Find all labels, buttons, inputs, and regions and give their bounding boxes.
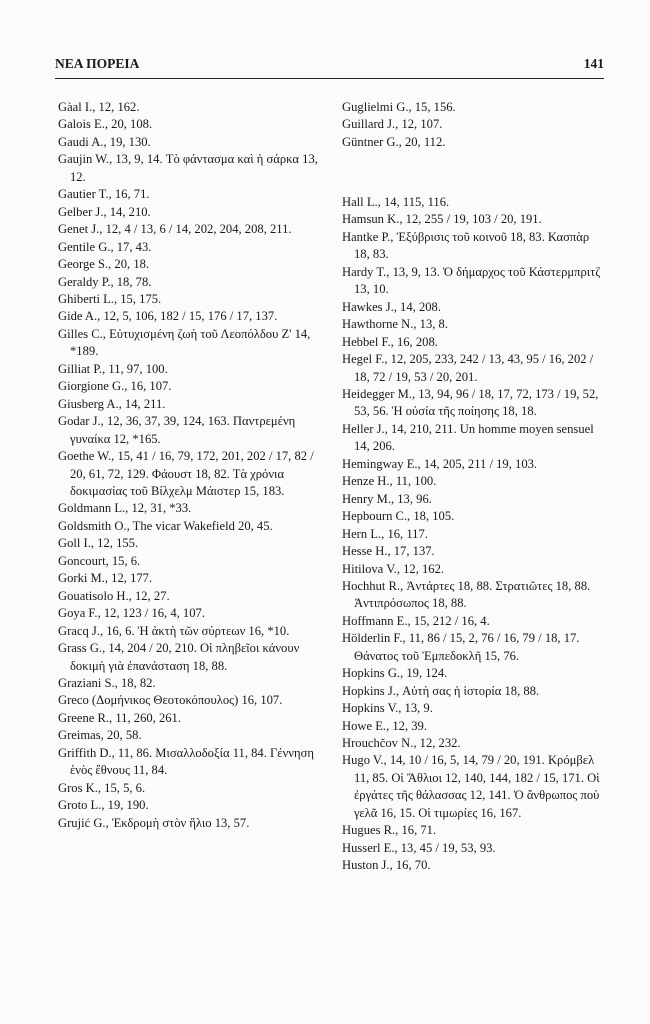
index-entry: Gautier T., 16, 71. [58, 187, 150, 202]
index-entry: Hoffmann E., 15, 212 / 16, 4. [342, 613, 490, 628]
index-entry: Hrouchčov N., 12, 232. [342, 736, 461, 751]
index-entry: Heidegger M., 13, 94, 96 / 18, 17, 72, 173 / 19, 52, 53, 56. Ἡ οὐσία τῆς ποίησης 18, 18. [342, 386, 599, 419]
index-entry: Ghiberti L., 15, 175. [58, 291, 162, 306]
index-entry: Henze H., 11, 100. [342, 474, 437, 489]
index-column-left [58, 99, 323, 832]
index-entry: Greco (Δομήνικος Θεοτοκόπουλος) 16, 107. [58, 693, 283, 708]
index-entry: Hern L., 16, 117. [342, 526, 428, 541]
index-entry: Gorki M., 12, 177. [58, 571, 153, 586]
index-entry: Hebbel F., 16, 208. [342, 334, 438, 349]
index-entry: Guglielmi G., 15, 156. [342, 100, 456, 114]
index-entry: Hugues R., 16, 71. [342, 823, 437, 838]
index-entry: Goya F., 12, 123 / 16, 4, 107. [58, 606, 205, 621]
index-entry: Hölderlin F., 11, 86 / 15, 2, 76 / 16, 79 / 18, 17. Θάνατος τοῦ Ἐμπεδοκλῆ 15, 76. [342, 631, 580, 663]
index-entry: Goldmann L., 12, 31, *33. [58, 501, 192, 516]
index-entry: Gide A., 12, 5, 106, 182 / 15, 176 / 17, 137. [58, 309, 278, 324]
index-entry: Greimas, 20, 58. [58, 728, 142, 743]
index-entry: Giorgione G., 16, 107. [58, 379, 172, 394]
index-entry: Gàal I., 12, 162. [58, 100, 140, 114]
index-entry: Hugo V., 14, 10 / 16, 5, 14, 79 / 20, 191. Κρόμβελ 11, 85. Οἱ Ἄθλιοι 12, 140, 144, 182 / 15, 171. Οἱ ἐργάτες τῆς θάλασσας 12, 141. Ὁ ἄνθρωπος ποὺ γελᾶ 16, 15. Οἱ τιμωρίες 16, 167. [342, 753, 600, 820]
page-number: 141 [583, 56, 604, 71]
index-column-right [342, 99, 604, 875]
index-entry: Hemingway E., 14, 205, 211 / 19, 103. [342, 456, 538, 471]
running-head [55, 56, 604, 72]
index-entry: Gouatisolo H., 12, 27. [58, 588, 170, 603]
index-entry: Geraldy P., 18, 78. [58, 274, 152, 289]
index-entry: Hegel F., 12, 205, 233, 242 / 13, 43, 95 / 16, 202 / 18, 72 / 19, 53 / 20, 201. [342, 352, 594, 384]
index-entry: Güntner G., 20, 112. [342, 134, 446, 149]
index-entry: Hantke P., Ἐξύβρισις τοῦ κοινοῦ 18, 83. Κασπὰρ 18, 83. [342, 229, 590, 262]
letter-group-gap [342, 164, 604, 181]
index-entry: Greene R., 11, 260, 261. [58, 710, 181, 725]
index-entry: Giusberg A., 14, 211. [58, 396, 166, 411]
index-entry: Heller J., 14, 210, 211. Un homme moyen sensuel 14, 206. [342, 421, 594, 454]
journal-title: ΝΕΑ ΠΟΡΕΙΑ [55, 56, 140, 71]
index-entry: Huston J., 16, 70. [342, 858, 431, 873]
index-entry: Hesse H., 17, 137. [342, 544, 435, 559]
index-entry: Gentile G., 17, 43. [58, 239, 152, 254]
index-entry: Genet J., 12, 4 / 13, 6 / 14, 202, 204, 208, 211. [58, 222, 292, 237]
index-entry: Gaudi A., 19, 130. [58, 134, 151, 149]
index-entry: Hochhut R., Ἀντάρτες 18, 88. Στρατιῶτες 18, 88. Ἀντιπρόσωπος 18, 88. [342, 578, 591, 611]
index-entry: Gilliat P., 11, 97, 100. [58, 361, 168, 376]
index-entry: Graziani S., 18, 82. [58, 675, 156, 690]
index-entry: Hopkins J., Αὐτὴ σας ἡ ἱστορία 18, 88. [342, 683, 540, 698]
index-entry: Goldsmith O., The vicar Wakefield 20, 45. [58, 518, 273, 533]
index-entry: Goethe W., 15, 41 / 16, 79, 172, 201, 202 / 17, 82 / 20, 61, 72, 129. Φάουστ 18, 82. Τὰ χρόνια δοκιμασίας τοῦ Βίλχελμ Μάιστερ 15, 183. [58, 449, 314, 498]
index-entry: Husserl E., 13, 45 / 19, 53, 93. [342, 840, 496, 855]
index-entry: Hardy T., 13, 9, 13. Ὁ δήμαρχος τοῦ Κάστερμπριτζ 13, 10. [342, 264, 601, 297]
index-entry: Griffith D., 11, 86. Μισαλλοδοξία 11, 84. Γέννηση ἑνὸς ἔθνους 11, 84. [58, 745, 314, 778]
index-entry: Grujić G., Ἐκδρομὴ στὸν ἥλιο 13, 57. [58, 815, 250, 830]
index-entry: Hepbourn C., 18, 105. [342, 509, 455, 524]
header-rule [55, 78, 604, 79]
index-entry: Galois E., 20, 108. [58, 117, 153, 132]
index-entry: George S., 20, 18. [58, 257, 150, 272]
index-entry: Goll I., 12, 155. [58, 536, 139, 551]
index-entry: Hamsun K., 12, 255 / 19, 103 / 20, 191. [342, 212, 542, 227]
index-entry: Hall L., 14, 115, 116. [342, 194, 450, 209]
index-entry: Hopkins G., 19, 124. [342, 666, 448, 681]
index-entry: Gros K., 15, 5, 6. [58, 780, 146, 795]
index-entry: Howe E., 12, 39. [342, 718, 427, 733]
index-entry: Groto L., 19, 190. [58, 798, 149, 813]
index-entry: Gilles C., Εὐτυχισμένη ζωὴ τοῦ Λεοπόλδου Ζ' 14, *189. [58, 326, 311, 359]
index-entry: Hawkes J., 14, 208. [342, 299, 441, 314]
index-entry: Henry M., 13, 96. [342, 491, 432, 506]
index-entry: Goncourt, 15, 6. [58, 553, 141, 568]
index-entry: Godar J., 12, 36, 37, 39, 124, 163. Παντρεμένη γυναίκα 12, *165. [58, 414, 296, 446]
index-entry: Hawthorne N., 13, 8. [342, 317, 448, 332]
index-entry: Hopkins V., 13, 9. [342, 701, 433, 716]
index-entry: Gracq J., 16, 6. Ἡ ἀκτὴ τῶν σύρτεων 16, *10. [58, 623, 290, 638]
index-entry: Hitilova V., 12, 162. [342, 561, 445, 576]
index-entry: Gelber J., 14, 210. [58, 204, 151, 219]
index-entry: Grass G., 14, 204 / 20, 210. Οἱ πληβεῖοι κάνουν δοκιμὴ γιὰ ἐπανάσταση 18, 88. [58, 641, 300, 673]
index-entry: Gaujin W., 13, 9, 14. Τὸ φάντασμα καὶ ἡ σάρκα 13, 12. [58, 152, 318, 184]
index-entry: Guillard J., 12, 107. [342, 117, 443, 132]
